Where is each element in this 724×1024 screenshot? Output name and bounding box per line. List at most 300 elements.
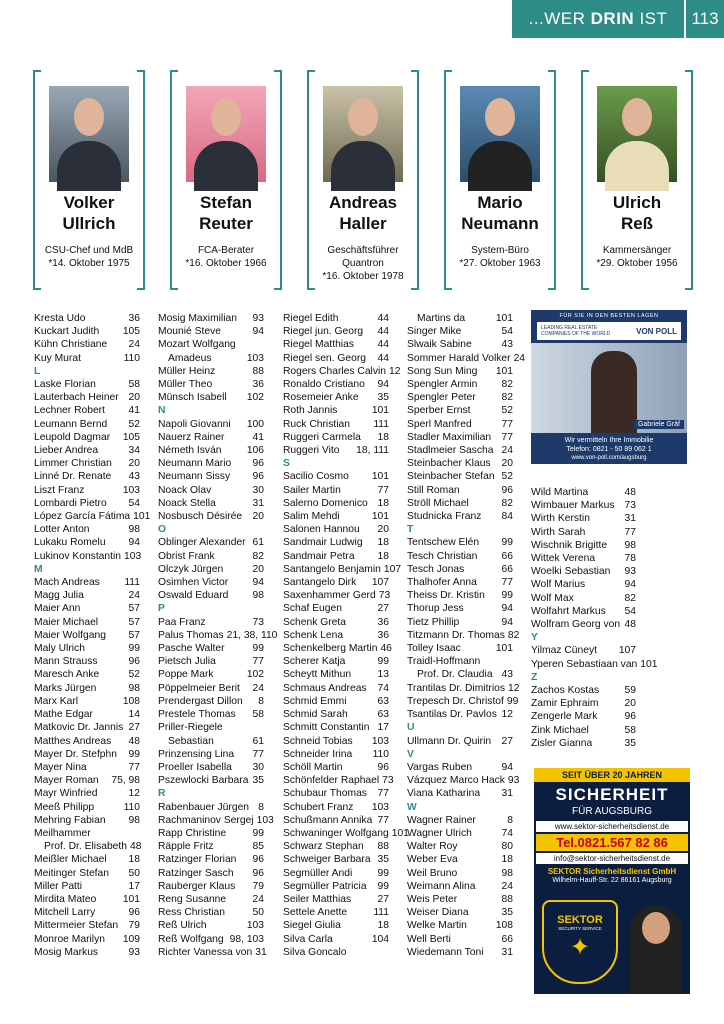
- entry-page: 103: [371, 801, 389, 813]
- index-entry: [158, 378, 264, 391]
- entry-page: 100: [246, 418, 264, 430]
- entry-name: Kuy Murat: [34, 352, 81, 364]
- index-entry: [158, 880, 264, 893]
- index-entry: [283, 404, 389, 417]
- entry-page: 82: [252, 550, 264, 562]
- entry-page: 24: [513, 352, 526, 364]
- index-letter: [407, 721, 513, 734]
- index-entry: [283, 682, 389, 695]
- entry-name: Wimbauer Markus: [531, 500, 615, 512]
- entry-name: Linné Dr. Renate: [34, 471, 112, 483]
- entry-page: 14: [128, 709, 140, 721]
- entry-page: 24: [252, 682, 264, 694]
- entry-page: 31: [252, 497, 264, 509]
- index-entry: [34, 510, 151, 523]
- entry-page: 82: [507, 629, 520, 641]
- index-entry: [158, 457, 264, 470]
- entry-page: 96: [128, 907, 140, 919]
- entry-page: 8: [507, 814, 513, 826]
- index-entry: [158, 629, 278, 642]
- entry-name: Viana Katharina: [407, 788, 481, 800]
- index-entry: [158, 497, 264, 510]
- entry-name: Mittermeier Stefan: [34, 920, 119, 932]
- index-entry: [531, 605, 636, 618]
- index-entry: [283, 589, 389, 602]
- entry-page: 99: [252, 827, 264, 839]
- index-entry: [407, 642, 513, 655]
- index-entry: [283, 695, 389, 708]
- index-letter: [158, 523, 264, 536]
- entry-page: 108: [122, 695, 140, 707]
- entry-name: Wolfram Georg von: [531, 619, 621, 631]
- entry-name: Monroe Marilyn: [34, 933, 105, 945]
- entry-name: Riegel Matthias: [283, 339, 354, 351]
- entry-page: 48: [128, 735, 140, 747]
- index-entry: [531, 697, 636, 710]
- index-entry: [531, 499, 636, 512]
- entry-page: 24: [501, 445, 513, 457]
- index-entry: [158, 352, 264, 365]
- index-entry: [407, 629, 520, 642]
- index-entry: [34, 457, 140, 470]
- index-entry: [407, 457, 513, 470]
- entry-name: Müller Heinz: [158, 365, 216, 377]
- entry-name: Marx Karl: [34, 695, 79, 707]
- entry-name: Mayer Roman: [34, 775, 99, 787]
- index-entry: [283, 735, 389, 748]
- index-entry: [34, 589, 140, 602]
- entry-page: 74: [501, 827, 513, 839]
- entry-page: 84: [501, 511, 513, 523]
- entry-page: 34: [128, 445, 140, 457]
- entry-name: Oswald Eduard: [158, 590, 229, 602]
- entry-name: Schöll Martin: [283, 761, 343, 773]
- index-entry: [34, 470, 140, 483]
- entry-name: Stadler Maximilian: [407, 431, 492, 443]
- entry-page: 79: [128, 920, 140, 932]
- von-poll-logo: LEADING REAL ESTATE COMPANIES OF THE WORLD VON POLL: [537, 322, 681, 340]
- index-letter: [158, 787, 264, 800]
- entry-page: 77: [624, 526, 636, 538]
- entry-name: Wischnik Brigitte: [531, 539, 608, 551]
- entry-page: 102: [246, 669, 264, 681]
- index-entry: [158, 563, 264, 576]
- entry-name: Schmaus Andreas: [283, 682, 367, 694]
- index-entry: [158, 576, 264, 589]
- entry-page: 93: [624, 566, 636, 578]
- entry-page: 102: [246, 392, 264, 404]
- entry-page: 98, 103: [229, 933, 264, 945]
- index-entry: [283, 470, 389, 483]
- entry-name: Schwaninger Wolfgang: [283, 827, 389, 839]
- entry-page: 111: [373, 418, 389, 430]
- entry-name: Wolf Marius: [531, 579, 586, 591]
- index-entry: [34, 814, 140, 827]
- entry-page: 99: [377, 656, 389, 668]
- entry-name: Richter Vanessa von: [158, 946, 253, 958]
- entry-page: [261, 338, 264, 351]
- entry-name: Walter Roy: [407, 841, 458, 853]
- index-entry: [158, 365, 264, 378]
- index-entry: [283, 312, 389, 325]
- entry-name: Maier Ann: [34, 603, 81, 615]
- entry-page: 31: [255, 946, 267, 958]
- entry-name: Rogers Charles Calvin: [283, 365, 387, 377]
- entry-name: Mosig Maximilian: [158, 313, 237, 324]
- entry-name: Müller Theo: [158, 379, 213, 391]
- entry-page: 20: [377, 524, 389, 536]
- index-entry: [34, 418, 140, 431]
- index-entry: [407, 867, 513, 880]
- entry-page: 101: [495, 365, 513, 377]
- entry-page: 96: [252, 458, 264, 470]
- index-entry: [283, 893, 389, 906]
- index-entry: [407, 787, 513, 800]
- index-entry: [158, 814, 274, 827]
- index-entry: [531, 737, 636, 750]
- index-entry: [34, 761, 140, 774]
- entry-name: Meeß Philipp: [34, 801, 95, 813]
- index-entry: [158, 919, 264, 932]
- person-card: [170, 70, 282, 290]
- entry-page: 96: [624, 711, 636, 723]
- entry-name: Zengerle Mark: [531, 711, 598, 723]
- index-entry: [158, 484, 264, 497]
- index-entry: [407, 668, 513, 681]
- index-entry: [158, 893, 264, 906]
- entry-name: Zink Michael: [531, 724, 589, 736]
- entry-page: 96: [252, 854, 264, 866]
- index-entry: [34, 431, 140, 444]
- index-letter: [34, 365, 140, 378]
- entry-page: 73: [624, 500, 636, 512]
- index-entry: [283, 523, 389, 536]
- entry-name: Wolfahrt Markus: [531, 605, 606, 617]
- entry-name: Lukinov Konstantin: [34, 550, 122, 562]
- entry-page: 111: [124, 577, 140, 589]
- entry-page: 20: [252, 563, 264, 575]
- entry-name: Kuckart Judith: [34, 326, 100, 338]
- entry-name: Schwarz Stephan: [283, 841, 364, 853]
- person-card: [307, 70, 419, 290]
- entry-page: 20: [128, 458, 140, 470]
- index-entry: [158, 840, 264, 853]
- entry-page: 50: [252, 907, 264, 919]
- entry-name: Schmid Sarah: [283, 709, 348, 721]
- index-entry: [158, 444, 264, 457]
- entry-page: 58: [128, 379, 140, 391]
- entry-page: [386, 946, 389, 959]
- von-poll-advert[interactable]: [531, 310, 687, 464]
- entry-page: 99: [128, 748, 140, 760]
- index-entry: [283, 338, 389, 351]
- index-entry: [283, 550, 389, 563]
- entry-name: Schneid Tobias: [283, 735, 353, 747]
- ad-headline: SEIT ÜBER 20 JAHREN: [534, 768, 690, 782]
- entry-page: 85: [252, 841, 264, 853]
- index-entry: [283, 774, 394, 787]
- index-entry: [407, 695, 519, 708]
- entry-page: 48: [624, 487, 636, 498]
- index-entry: [407, 933, 513, 946]
- person-role: CSU-Chef und MdB *14. Oktober 1975: [44, 245, 134, 269]
- index-entry: [158, 325, 264, 338]
- entry-page: 96: [252, 867, 264, 879]
- entry-page: 18: [377, 920, 389, 932]
- person-name: Volker Ullrich: [62, 193, 116, 233]
- entry-page: 94: [501, 616, 513, 628]
- index-entry: [34, 853, 140, 866]
- entry-name: Ronaldo Cristiano: [283, 379, 365, 391]
- entry-name: Schenkelberg Martin: [283, 643, 378, 655]
- entry-name: Leupold Dagmar: [34, 431, 111, 443]
- entry-page: 52: [501, 405, 513, 417]
- entry-name: Scherer Katja: [283, 656, 346, 668]
- entry-page: 77: [501, 431, 513, 443]
- index-entry: [34, 827, 140, 840]
- entry-page: 77: [252, 656, 264, 668]
- entry-name: Marks Jürgen: [34, 682, 97, 694]
- entry-page: 101: [133, 511, 151, 523]
- entry-page: 101: [371, 471, 389, 483]
- index-entry: [158, 338, 264, 351]
- entry-page: 88: [377, 841, 389, 853]
- entry-page: 12: [508, 682, 520, 694]
- letter-label: N: [158, 405, 166, 417]
- entry-name: Pietsch Julia: [158, 656, 216, 668]
- index-entry: [283, 418, 389, 431]
- entry-name: Wagner Rainer: [407, 814, 476, 826]
- entry-name: Trepesch Dr. Christof: [407, 695, 504, 707]
- ad-website: www.sektor-sicherheitsdienst.de: [536, 821, 688, 832]
- ad-email: info@sektor-sicherheitsdienst.de: [536, 853, 688, 864]
- entry-name: Räpple Fritz: [158, 841, 214, 853]
- index-letter: [531, 631, 636, 644]
- entry-page: 36: [252, 379, 264, 391]
- person-role: System-Büro *27. Oktober 1963: [459, 245, 541, 269]
- entry-page: 107: [371, 577, 389, 589]
- index-entry: [283, 602, 389, 615]
- entry-page: 103: [246, 352, 264, 364]
- entry-page: 17: [128, 880, 140, 892]
- index-entry: [158, 510, 264, 523]
- entry-page: 94: [128, 537, 140, 549]
- index-entry: [158, 418, 264, 431]
- entry-name: Ratzinger Florian: [158, 854, 237, 866]
- entry-page: 18: [128, 854, 140, 866]
- index-entry: [531, 526, 636, 539]
- index-entry: [531, 684, 636, 697]
- index-entry: [158, 589, 264, 602]
- entry-page: 99: [128, 643, 140, 655]
- index-entry: [34, 880, 140, 893]
- index-entry: [34, 536, 140, 549]
- index-letter: [407, 801, 513, 814]
- entry-page: 35: [624, 737, 636, 749]
- entry-name: Schenk Greta: [283, 616, 346, 628]
- entry-name: Poppe Mark: [158, 669, 214, 681]
- entry-page: 107: [383, 563, 402, 575]
- entry-page: 96: [501, 484, 513, 496]
- entry-page: 98: [128, 814, 140, 826]
- index-entry: [407, 602, 513, 615]
- index-entry: [34, 404, 140, 417]
- entry-page: 78: [624, 553, 636, 565]
- entry-name: Santangelo Dirk: [283, 577, 357, 589]
- sektor-advert[interactable]: [534, 768, 690, 994]
- entry-name: Pasche Walter: [158, 643, 225, 655]
- index-entry: [158, 721, 264, 734]
- index-entry: [407, 338, 513, 351]
- index-letter: [283, 457, 389, 470]
- index-entry: [283, 919, 389, 932]
- index-entry: [34, 668, 140, 681]
- entry-name: Osimhen Victor: [158, 577, 229, 589]
- index-entry: [283, 787, 389, 800]
- letter-label: T: [407, 524, 414, 536]
- entry-page: 99: [377, 880, 389, 892]
- entry-page: 27: [377, 603, 389, 615]
- entry-page: 75, 98: [111, 775, 140, 787]
- index-entry: [158, 682, 264, 695]
- entry-page: 12: [501, 709, 513, 721]
- entry-name: Weis Peter: [407, 893, 458, 905]
- entry-name: Matkovic Dr. Jannis: [34, 722, 124, 734]
- entry-page: 59: [624, 685, 636, 697]
- entry-page: 77: [252, 748, 264, 760]
- entry-name: Wagner Ulrich: [407, 827, 472, 839]
- index-entry: [531, 592, 636, 605]
- index-entry: [34, 906, 140, 919]
- entry-page: 58: [624, 724, 636, 736]
- entry-name: Prendergast Dillon: [158, 695, 243, 707]
- birthday-people: [33, 70, 693, 290]
- index-letter: [407, 523, 513, 536]
- entry-page: 108: [495, 920, 513, 932]
- index-entry: [283, 708, 389, 721]
- index-letter: [531, 671, 636, 684]
- entry-page: 30: [252, 761, 264, 773]
- entry-name: Reß Wolfgang: [158, 933, 224, 945]
- entry-name: Prof. Dr. Elisabeth: [44, 841, 127, 853]
- entry-name: Rosemeier Anke: [283, 392, 359, 404]
- entry-page: 103: [256, 814, 274, 826]
- entry-page: 103: [122, 484, 140, 496]
- entry-name: Spengler Armin: [407, 379, 478, 391]
- entry-page: 77: [501, 418, 513, 430]
- index-entry: [34, 616, 140, 629]
- entry-name: Schneider Irina: [283, 748, 353, 760]
- index-entry: [407, 431, 513, 444]
- entry-name: Pöppelmeier Berit: [158, 682, 240, 694]
- entry-page: 101: [495, 643, 513, 655]
- entry-name: Lukaku Romelu: [34, 537, 106, 549]
- entry-name: Ströll Michael: [407, 497, 469, 509]
- entry-name: Weiser Diana: [407, 907, 469, 919]
- entry-page: 101: [391, 827, 409, 839]
- index-entry: [283, 378, 389, 391]
- index-entry: [34, 867, 140, 880]
- entry-name: Mayr Winfried: [34, 788, 98, 800]
- entry-name: Martins da: [417, 313, 466, 324]
- entry-name: Zamir Ephraim: [531, 698, 599, 710]
- entry-name: Traidl-Hoffmann: [407, 656, 481, 668]
- entry-name: Tesch Christian: [407, 550, 478, 562]
- index-entry: [407, 510, 513, 523]
- entry-page: 54: [501, 326, 513, 338]
- index-entry: [158, 431, 264, 444]
- entry-page: 94: [501, 761, 513, 773]
- entry-page: 99: [501, 590, 513, 602]
- entry-name: Studnicka Franz: [407, 511, 482, 523]
- entry-name: Salerno Domenico: [283, 497, 368, 509]
- entry-name: Prinzensing Lina: [158, 748, 235, 760]
- entry-page: 94: [377, 379, 389, 391]
- entry-name: Woelki Sebastian: [531, 566, 611, 578]
- sektor-logo: SEKTOR SECURITY SERVICE ✦: [542, 900, 618, 984]
- entry-name: Kühn Christiane: [34, 339, 108, 351]
- index-entry: [158, 853, 264, 866]
- entry-name: Schweiger Barbara: [283, 854, 371, 866]
- entry-name: Oblinger Alexander: [158, 537, 246, 549]
- entry-name: Meitinger Stefan: [34, 867, 109, 879]
- ad-contact: Wir vermitteln Ihre Immobilie Telefon: 0821 - 50 89 062 1 www.von-poll.com/augsburg: [564, 437, 654, 461]
- index-entry: [34, 695, 140, 708]
- entry-name: Steinbacher Klaus: [407, 458, 491, 470]
- letter-label: Y: [531, 632, 538, 644]
- entry-page: 105: [122, 431, 140, 443]
- index-entry: [531, 710, 636, 723]
- star-icon: ✦: [569, 934, 591, 961]
- index-entry: [158, 801, 264, 814]
- entry-page: 111: [373, 907, 389, 919]
- letter-label: P: [158, 603, 165, 615]
- person-role: FCA-Berater *16. Oktober 1966: [185, 245, 267, 269]
- index-entry: [34, 933, 140, 946]
- entry-name: Neumann Sissy: [158, 471, 231, 483]
- index-entry: [34, 550, 140, 563]
- entry-page: 18: [377, 550, 389, 562]
- entry-name: Amadeus: [168, 352, 212, 364]
- entry-name: Mayer Dr. Stefphn: [34, 748, 117, 760]
- entry-name: Obrist Frank: [158, 550, 215, 562]
- entry-page: 27: [377, 893, 389, 905]
- entry-name: Magg Julia: [34, 590, 84, 602]
- entry-page: 110: [372, 748, 389, 760]
- index-entry: [158, 312, 264, 325]
- entry-page: 35: [377, 854, 389, 866]
- entry-page: 107: [618, 645, 636, 657]
- index-entry: [34, 312, 140, 325]
- index-entry: [531, 486, 636, 499]
- entry-page: 57: [128, 616, 140, 628]
- letter-label: W: [407, 801, 417, 813]
- entry-name: Mayer Nina: [34, 761, 87, 773]
- entry-name: Mann Strauss: [34, 656, 98, 668]
- index-entry: [158, 774, 264, 787]
- entry-name: Siegel Giulia: [283, 920, 341, 932]
- agent-photo: [531, 343, 687, 433]
- entry-page: 57: [128, 629, 140, 641]
- index-entry: [407, 550, 513, 563]
- entry-name: Rapp Christine: [158, 827, 227, 839]
- entry-name: Noack Olav: [158, 484, 212, 496]
- entry-page: 73: [382, 775, 394, 787]
- entry-name: Maresch Anke: [34, 669, 100, 681]
- entry-name: Mitchell Larry: [34, 907, 96, 919]
- index-entry: [158, 735, 264, 748]
- entry-name: Wiedemann Toni: [407, 946, 484, 958]
